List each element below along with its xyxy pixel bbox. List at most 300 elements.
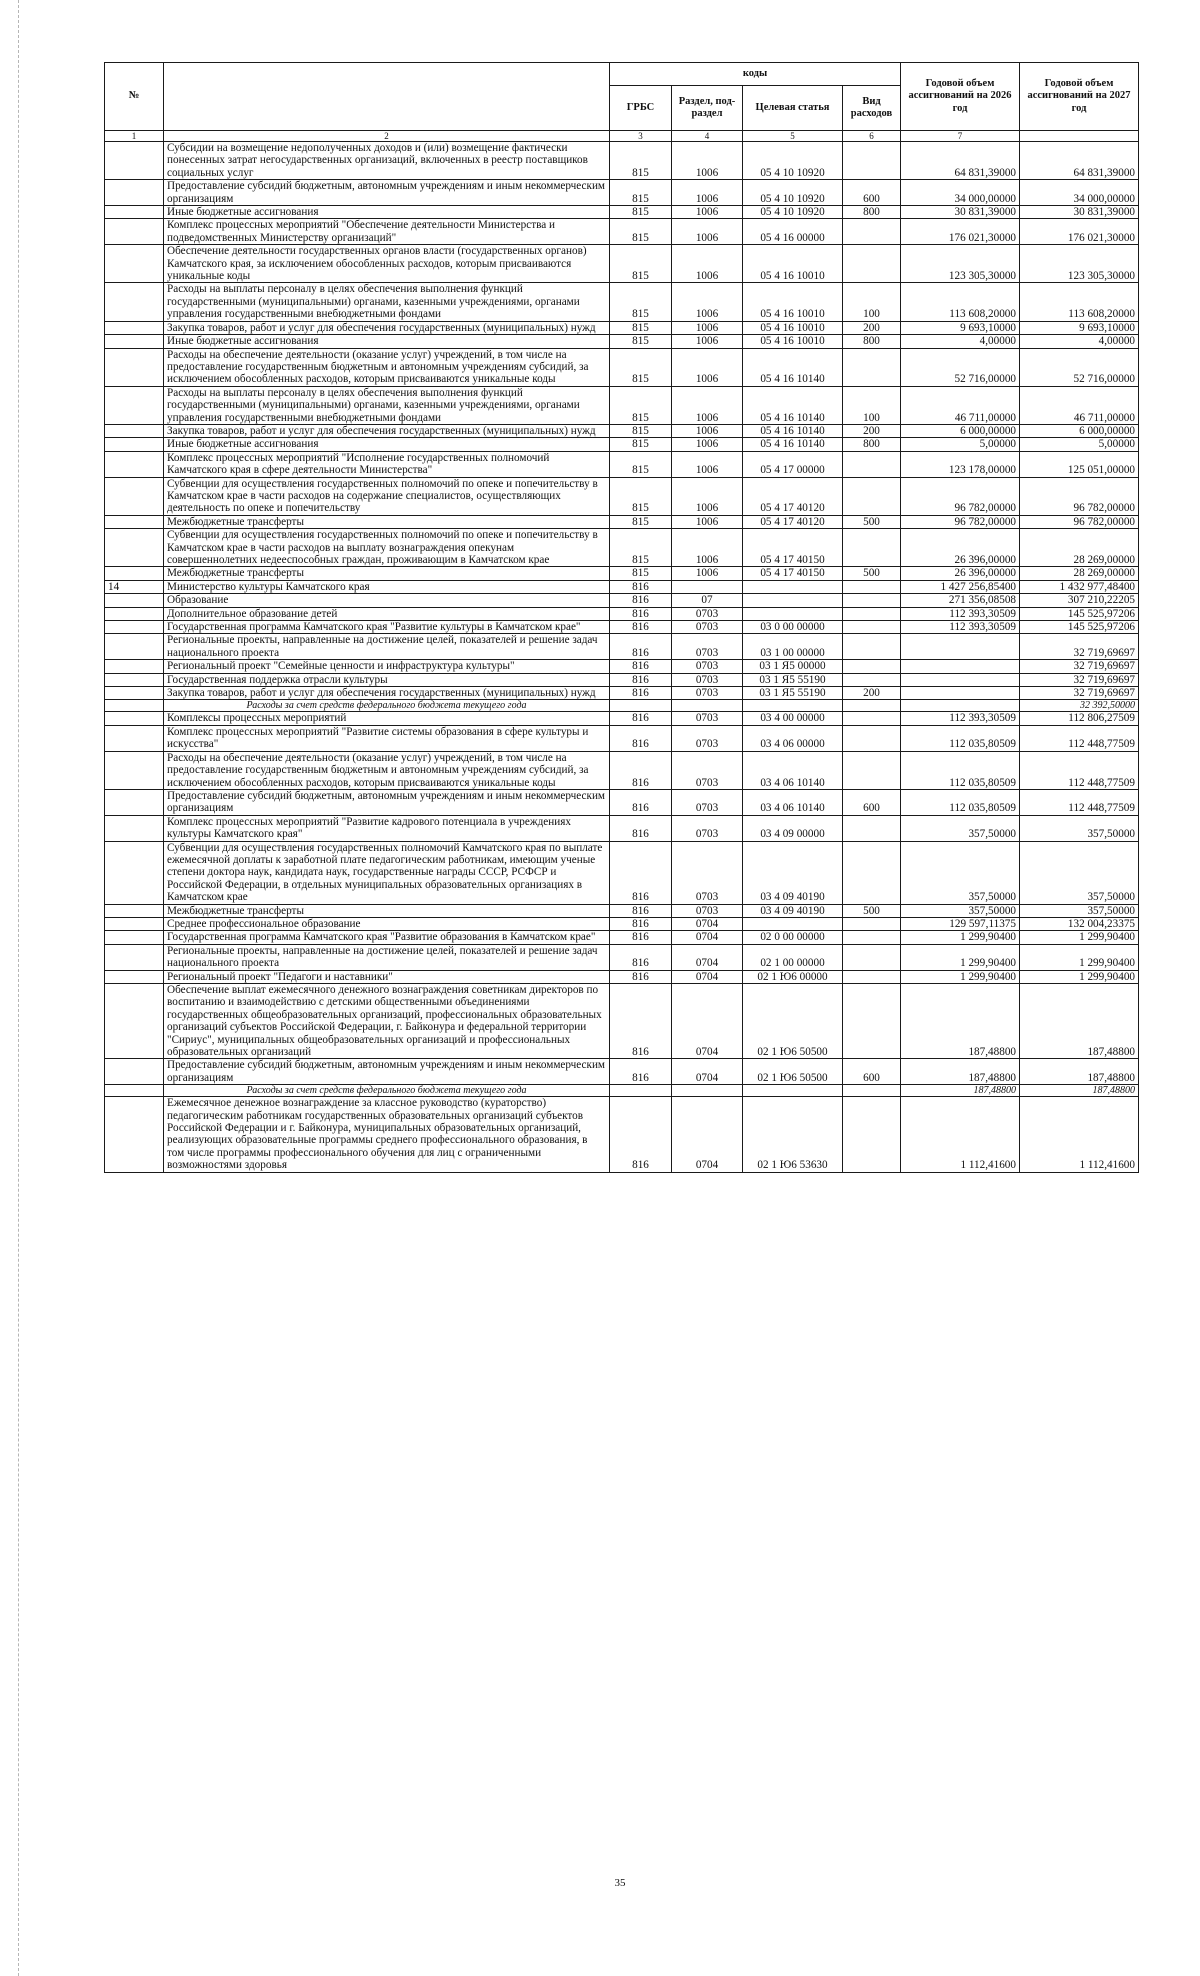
row-target-article: 05 4 16 10010 xyxy=(743,335,843,348)
row-amount-2027: 32 719,69697 xyxy=(1020,673,1139,686)
row-amount-2026: 1 299,90400 xyxy=(901,970,1020,983)
column-number: 2 xyxy=(164,131,610,142)
table-row xyxy=(105,970,1139,983)
table-row xyxy=(105,142,1139,180)
row-target-article: 03 4 06 10140 xyxy=(743,789,843,815)
row-target-article: 03 4 00 00000 xyxy=(743,712,843,725)
table-row xyxy=(105,580,1139,593)
row-target-article: 03 1 00 00000 xyxy=(743,634,843,660)
row-grbs: 816 xyxy=(610,634,672,660)
column-number xyxy=(1020,131,1139,142)
row-number xyxy=(105,904,164,917)
row-grbs: 816 xyxy=(610,607,672,620)
row-grbs: 815 xyxy=(610,321,672,334)
row-grbs: 816 xyxy=(610,815,672,841)
row-target-article: 05 4 16 10010 xyxy=(743,283,843,321)
row-target-article xyxy=(743,580,843,593)
row-expense-type xyxy=(843,245,901,283)
row-razdel: 0703 xyxy=(672,634,743,660)
row-expense-type: 600 xyxy=(843,1059,901,1085)
row-amount-2026: 26 396,00000 xyxy=(901,529,1020,567)
row-amount-2027: 1 112,41600 xyxy=(1020,1097,1139,1172)
row-amount-2026: 1 112,41600 xyxy=(901,1097,1020,1172)
row-name: Комплекс процессных мероприятий "Исполнение государственных полномочий Камчатского края в сфере деятельности Министерства" xyxy=(164,451,610,477)
row-amount-2027: 123 305,30000 xyxy=(1020,245,1139,283)
row-amount-2026: 1 299,90400 xyxy=(901,931,1020,944)
table-header xyxy=(105,63,1139,142)
row-number xyxy=(105,180,164,206)
row-name: Комплекс процессных мероприятий "Развитие системы образования в сфере культуры и искусства" xyxy=(164,725,610,751)
row-razdel: 1006 xyxy=(672,529,743,567)
row-razdel xyxy=(672,580,743,593)
row-grbs: 815 xyxy=(610,515,672,528)
row-amount-2027: 28 269,00000 xyxy=(1020,567,1139,580)
row-razdel: 1006 xyxy=(672,142,743,180)
row-razdel: 1006 xyxy=(672,567,743,580)
row-razdel: 0703 xyxy=(672,673,743,686)
row-amount-2027: 357,50000 xyxy=(1020,841,1139,904)
row-target-article: 05 4 16 00000 xyxy=(743,219,843,245)
row-target-article: 05 4 17 40120 xyxy=(743,515,843,528)
row-number xyxy=(105,1085,164,1097)
table-row xyxy=(105,529,1139,567)
row-amount-2027: 32 719,69697 xyxy=(1020,660,1139,673)
row-number xyxy=(105,335,164,348)
row-amount-2026: 64 831,39000 xyxy=(901,142,1020,180)
row-grbs: 816 xyxy=(610,580,672,593)
row-amount-2027: 1 299,90400 xyxy=(1020,931,1139,944)
row-razdel: 0704 xyxy=(672,1097,743,1172)
row-razdel xyxy=(672,700,743,712)
row-grbs: 816 xyxy=(610,1059,672,1085)
row-amount-2026: 1 427 256,85400 xyxy=(901,580,1020,593)
row-expense-type xyxy=(843,451,901,477)
row-amount-2027: 96 782,00000 xyxy=(1020,515,1139,528)
table-row xyxy=(105,1059,1139,1085)
row-razdel xyxy=(672,1085,743,1097)
row-grbs: 816 xyxy=(610,984,672,1059)
row-target-article: 02 1 Ю6 53630 xyxy=(743,1097,843,1172)
row-amount-2027: 145 525,97206 xyxy=(1020,607,1139,620)
note-row xyxy=(105,700,1139,712)
row-razdel: 0703 xyxy=(672,815,743,841)
row-expense-type xyxy=(843,607,901,620)
scan-edge-line xyxy=(18,0,20,1976)
row-razdel: 0703 xyxy=(672,660,743,673)
budget-table xyxy=(104,62,1139,1173)
row-target-article: 05 4 16 10010 xyxy=(743,321,843,334)
row-number xyxy=(105,348,164,386)
row-amount-2026: 129 597,11375 xyxy=(901,917,1020,930)
row-grbs: 815 xyxy=(610,567,672,580)
row-name: Обеспечение деятельности государственных органов власти (государственных органов) Камчатского края, за исключением обособленных расходов, которым присваиваются уникальные коды xyxy=(164,245,610,283)
row-grbs: 816 xyxy=(610,970,672,983)
row-name: Предоставление субсидий бюджетным, автономным учреждениям и иным некоммерческим организациям xyxy=(164,1059,610,1085)
row-amount-2026: 123 178,00000 xyxy=(901,451,1020,477)
row-razdel: 1006 xyxy=(672,348,743,386)
row-number xyxy=(105,700,164,712)
row-amount-2027: 34 000,00000 xyxy=(1020,180,1139,206)
row-grbs xyxy=(610,1085,672,1097)
row-expense-type xyxy=(843,751,901,789)
row-name: Государственная программа Камчатского края "Развитие культуры в Камчатском крае" xyxy=(164,621,610,634)
row-name: Иные бюджетные ассигнования xyxy=(164,438,610,451)
row-grbs: 815 xyxy=(610,424,672,437)
row-amount-2026: 112 393,30509 xyxy=(901,621,1020,634)
table-row xyxy=(105,984,1139,1059)
row-number xyxy=(105,594,164,607)
row-amount-2027: 132 004,23375 xyxy=(1020,917,1139,930)
row-expense-type: 200 xyxy=(843,321,901,334)
row-amount-2027: 187,48800 xyxy=(1020,1059,1139,1085)
row-razdel: 0703 xyxy=(672,712,743,725)
header-grbs: ГРБС xyxy=(610,86,672,131)
row-expense-type xyxy=(843,580,901,593)
row-target-article: 05 4 10 10920 xyxy=(743,142,843,180)
row-expense-type xyxy=(843,815,901,841)
row-amount-2026: 5,00000 xyxy=(901,438,1020,451)
row-target-article: 05 4 17 40120 xyxy=(743,477,843,515)
row-number xyxy=(105,515,164,528)
table-row xyxy=(105,904,1139,917)
row-name: Иные бюджетные ассигнования xyxy=(164,335,610,348)
row-amount-2027: 187,48800 xyxy=(1020,984,1139,1059)
table-row xyxy=(105,335,1139,348)
row-expense-type xyxy=(843,984,901,1059)
row-amount-2026: 9 693,10000 xyxy=(901,321,1020,334)
row-amount-2027: 30 831,39000 xyxy=(1020,206,1139,219)
row-amount-2026: 1 299,90400 xyxy=(901,944,1020,970)
header-codes: коды xyxy=(610,63,901,86)
row-number xyxy=(105,283,164,321)
row-amount-2027: 113 608,20000 xyxy=(1020,283,1139,321)
row-amount-2026: 112 035,80509 xyxy=(901,751,1020,789)
row-amount-2026: 96 782,00000 xyxy=(901,477,1020,515)
table-row xyxy=(105,944,1139,970)
row-razdel: 0704 xyxy=(672,1059,743,1085)
row-number xyxy=(105,477,164,515)
row-number: 14 xyxy=(105,580,164,593)
row-expense-type: 100 xyxy=(843,283,901,321)
row-expense-type xyxy=(843,712,901,725)
table-row xyxy=(105,725,1139,751)
note-row xyxy=(105,1085,1139,1097)
row-number xyxy=(105,142,164,180)
table-row xyxy=(105,206,1139,219)
row-expense-type: 600 xyxy=(843,789,901,815)
row-razdel: 1006 xyxy=(672,477,743,515)
table-row xyxy=(105,245,1139,283)
row-name: Закупка товаров, работ и услуг для обеспечения государственных (муниципальных) нужд xyxy=(164,424,610,437)
row-razdel: 1006 xyxy=(672,180,743,206)
row-number xyxy=(105,607,164,620)
table-row xyxy=(105,283,1139,321)
row-target-article: 03 4 09 40190 xyxy=(743,904,843,917)
row-number xyxy=(105,944,164,970)
row-number xyxy=(105,970,164,983)
row-amount-2027: 357,50000 xyxy=(1020,904,1139,917)
row-expense-type xyxy=(843,594,901,607)
row-amount-2027: 187,48800 xyxy=(1020,1085,1139,1097)
budget-sheet xyxy=(104,62,1138,1173)
row-expense-type xyxy=(843,917,901,930)
row-razdel: 0704 xyxy=(672,984,743,1059)
row-grbs: 816 xyxy=(610,1097,672,1172)
row-amount-2026: 112 035,80509 xyxy=(901,789,1020,815)
row-expense-type xyxy=(843,621,901,634)
row-target-article: 05 4 17 00000 xyxy=(743,451,843,477)
row-expense-type xyxy=(843,700,901,712)
row-expense-type xyxy=(843,660,901,673)
row-expense-type xyxy=(843,673,901,686)
row-amount-2026: 112 035,80509 xyxy=(901,725,1020,751)
row-number xyxy=(105,687,164,700)
row-target-article: 05 4 10 10920 xyxy=(743,180,843,206)
row-name: Региональный проект "Семейные ценности и инфраструктура культуры" xyxy=(164,660,610,673)
column-number: 3 xyxy=(610,131,672,142)
column-number: 5 xyxy=(743,131,843,142)
row-number xyxy=(105,634,164,660)
row-target-article xyxy=(743,594,843,607)
row-amount-2027: 28 269,00000 xyxy=(1020,529,1139,567)
row-grbs: 816 xyxy=(610,687,672,700)
row-amount-2027: 46 711,00000 xyxy=(1020,386,1139,424)
row-target-article xyxy=(743,607,843,620)
row-number xyxy=(105,567,164,580)
row-grbs: 815 xyxy=(610,245,672,283)
row-amount-2026: 34 000,00000 xyxy=(901,180,1020,206)
row-target-article: 03 0 00 00000 xyxy=(743,621,843,634)
row-amount-2027: 1 432 977,48400 xyxy=(1020,580,1139,593)
row-grbs: 816 xyxy=(610,712,672,725)
table-row xyxy=(105,219,1139,245)
row-number xyxy=(105,660,164,673)
row-number xyxy=(105,917,164,930)
table-row xyxy=(105,1097,1139,1172)
row-target-article: 05 4 16 10140 xyxy=(743,438,843,451)
row-expense-type xyxy=(843,944,901,970)
row-name: Образование xyxy=(164,594,610,607)
row-target-article: 02 1 Ю6 50500 xyxy=(743,1059,843,1085)
row-number xyxy=(105,712,164,725)
row-grbs: 815 xyxy=(610,348,672,386)
row-grbs: 816 xyxy=(610,789,672,815)
row-name: Межбюджетные трансферты xyxy=(164,567,610,580)
row-target-article: 03 4 09 40190 xyxy=(743,841,843,904)
row-amount-2026: 30 831,39000 xyxy=(901,206,1020,219)
row-amount-2027: 112 448,77509 xyxy=(1020,789,1139,815)
row-amount-2026: 187,48800 xyxy=(901,1059,1020,1085)
row-razdel: 0703 xyxy=(672,607,743,620)
row-number xyxy=(105,789,164,815)
row-expense-type xyxy=(843,142,901,180)
table-row xyxy=(105,634,1139,660)
row-name: Комплексы процессных мероприятий xyxy=(164,712,610,725)
row-razdel: 0703 xyxy=(672,751,743,789)
row-number xyxy=(105,424,164,437)
row-amount-2026 xyxy=(901,660,1020,673)
row-number xyxy=(105,321,164,334)
row-name: Региональный проект "Педагоги и наставники" xyxy=(164,970,610,983)
row-number xyxy=(105,841,164,904)
row-number xyxy=(105,984,164,1059)
row-razdel: 0703 xyxy=(672,841,743,904)
table-row xyxy=(105,424,1139,437)
row-amount-2027: 307 210,22205 xyxy=(1020,594,1139,607)
row-amount-2027: 6 000,00000 xyxy=(1020,424,1139,437)
row-amount-2027: 32 719,69697 xyxy=(1020,634,1139,660)
row-amount-2026 xyxy=(901,700,1020,712)
row-target-article: 05 4 16 10140 xyxy=(743,386,843,424)
row-expense-type: 800 xyxy=(843,206,901,219)
row-grbs: 816 xyxy=(610,841,672,904)
row-number xyxy=(105,386,164,424)
row-number xyxy=(105,529,164,567)
table-row xyxy=(105,321,1139,334)
row-amount-2027: 176 021,30000 xyxy=(1020,219,1139,245)
row-target-article: 05 4 17 40150 xyxy=(743,529,843,567)
row-name: Государственная поддержка отрасли культуры xyxy=(164,673,610,686)
row-razdel: 07 xyxy=(672,594,743,607)
row-grbs: 816 xyxy=(610,751,672,789)
row-amount-2027: 52 716,00000 xyxy=(1020,348,1139,386)
row-expense-type xyxy=(843,970,901,983)
row-number xyxy=(105,206,164,219)
table-row xyxy=(105,660,1139,673)
row-razdel: 0704 xyxy=(672,944,743,970)
column-number: 6 xyxy=(843,131,901,142)
row-razdel: 0703 xyxy=(672,621,743,634)
row-name: Расходы на выплаты персоналу в целях обеспечения выполнения функций государственными (муниципальными) органами, казенными учреждениями, органами управления государственными внебюджетными фондами xyxy=(164,386,610,424)
row-expense-type xyxy=(843,348,901,386)
table-body xyxy=(105,142,1139,1173)
column-number-row xyxy=(105,131,1139,142)
row-amount-2027: 112 448,77509 xyxy=(1020,725,1139,751)
row-grbs: 816 xyxy=(610,725,672,751)
row-expense-type: 800 xyxy=(843,335,901,348)
row-target-article xyxy=(743,700,843,712)
row-amount-2027: 112 806,27509 xyxy=(1020,712,1139,725)
row-amount-2026: 113 608,20000 xyxy=(901,283,1020,321)
row-amount-2026: 112 393,30509 xyxy=(901,712,1020,725)
row-razdel: 1006 xyxy=(672,321,743,334)
table-row xyxy=(105,477,1139,515)
row-target-article: 05 4 16 10140 xyxy=(743,348,843,386)
row-name: Расходы на выплаты персоналу в целях обеспечения выполнения функций государственными (муниципальными) органами, казенными учреждениями, органами управления государственными внебюджетными фондами xyxy=(164,283,610,321)
row-name: Региональные проекты, направленные на достижение целей, показателей и решение задач национального проекта xyxy=(164,944,610,970)
table-row xyxy=(105,789,1139,815)
row-target-article: 03 4 06 00000 xyxy=(743,725,843,751)
row-name: Иные бюджетные ассигнования xyxy=(164,206,610,219)
row-grbs: 815 xyxy=(610,180,672,206)
table-row xyxy=(105,751,1139,789)
header-razdel: Раздел, под-раздел xyxy=(672,86,743,131)
row-amount-2027: 112 448,77509 xyxy=(1020,751,1139,789)
row-razdel: 1006 xyxy=(672,438,743,451)
row-number xyxy=(105,245,164,283)
table-row xyxy=(105,607,1139,620)
row-target-article: 05 4 10 10920 xyxy=(743,206,843,219)
row-amount-2027: 5,00000 xyxy=(1020,438,1139,451)
row-amount-2026 xyxy=(901,687,1020,700)
row-name: Комплекс процессных мероприятий "Обеспечение деятельности Министерства и подведомственных Министерству организаций" xyxy=(164,219,610,245)
row-amount-2026: 26 396,00000 xyxy=(901,567,1020,580)
row-target-article: 03 1 Я5 00000 xyxy=(743,660,843,673)
row-grbs: 815 xyxy=(610,219,672,245)
row-target-article: 02 1 Ю6 50500 xyxy=(743,984,843,1059)
row-number xyxy=(105,1059,164,1085)
row-grbs: 815 xyxy=(610,438,672,451)
row-grbs: 815 xyxy=(610,477,672,515)
header-2027: Годовой объем ассигнований на 2027 год xyxy=(1020,63,1139,131)
row-grbs: 816 xyxy=(610,660,672,673)
row-name: Субвенции для осуществления государственных полномочий Камчатского края по выплате ежемесячной доплаты к заработной плате педагогическим работникам, имеющим ученые степени доктора наук, кандидата наук, государственные награды СССР, РСФСР и Российской Федерации, в отдельных муниципальных образовательных организациях в Камчатском крае xyxy=(164,841,610,904)
row-amount-2026: 4,00000 xyxy=(901,335,1020,348)
row-name: Субсидии на возмещение недополученных доходов и (или) возмещение фактически понесенных затрат негосударственных организаций, включенных в реестр поставщиков социальных услуг xyxy=(164,142,610,180)
row-expense-type: 500 xyxy=(843,904,901,917)
row-name: Предоставление субсидий бюджетным, автономным учреждениям и иным некоммерческим организациям xyxy=(164,789,610,815)
row-amount-2027: 32 392,50000 xyxy=(1020,700,1139,712)
table-row xyxy=(105,386,1139,424)
row-expense-type xyxy=(843,477,901,515)
row-amount-2026: 112 393,30509 xyxy=(901,607,1020,620)
header-name xyxy=(164,63,610,131)
row-amount-2027: 9 693,10000 xyxy=(1020,321,1139,334)
row-target-article: 05 4 16 10140 xyxy=(743,424,843,437)
row-expense-type: 200 xyxy=(843,424,901,437)
row-razdel: 0704 xyxy=(672,931,743,944)
row-number xyxy=(105,1097,164,1172)
row-amount-2027: 125 051,00000 xyxy=(1020,451,1139,477)
row-grbs: 815 xyxy=(610,335,672,348)
row-number xyxy=(105,438,164,451)
row-grbs: 815 xyxy=(610,283,672,321)
row-razdel: 0704 xyxy=(672,917,743,930)
row-razdel: 1006 xyxy=(672,283,743,321)
header-2026: Годовой объем ассигнований на 2026 год xyxy=(901,63,1020,131)
row-target-article: 02 1 00 00000 xyxy=(743,944,843,970)
row-number xyxy=(105,673,164,686)
row-name: Субвенции для осуществления государственных полномочий по опеке и попечительству в Камчатском крае в части расходов на выплату вознаграждения опекунам совершеннолетних недееспособных граждан, проживающим в Камчатском крае xyxy=(164,529,610,567)
row-amount-2026: 357,50000 xyxy=(901,904,1020,917)
row-amount-2027: 1 299,90400 xyxy=(1020,970,1139,983)
row-expense-type: 200 xyxy=(843,687,901,700)
row-grbs: 815 xyxy=(610,451,672,477)
row-grbs: 816 xyxy=(610,594,672,607)
row-expense-type xyxy=(843,725,901,751)
row-razdel: 1006 xyxy=(672,386,743,424)
row-expense-type xyxy=(843,219,901,245)
row-razdel: 1006 xyxy=(672,245,743,283)
row-razdel: 1006 xyxy=(672,451,743,477)
row-amount-2026: 176 021,30000 xyxy=(901,219,1020,245)
row-razdel: 1006 xyxy=(672,219,743,245)
row-amount-2027: 96 782,00000 xyxy=(1020,477,1139,515)
row-grbs: 816 xyxy=(610,931,672,944)
row-name: Расходы за счет средств федерального бюджета текущего года xyxy=(164,700,610,712)
row-name: Расходы на обеспечение деятельности (оказание услуг) учреждений, в том числе на предоставление государственным бюджетным и автономным учреждениям субсидий, за исключением обособленных расходов, которым присваиваются уникальные коды xyxy=(164,348,610,386)
table-row xyxy=(105,687,1139,700)
row-amount-2027: 145 525,97206 xyxy=(1020,621,1139,634)
header-expense-type: Вид расходов xyxy=(843,86,901,131)
row-grbs xyxy=(610,700,672,712)
row-target-article: 03 4 09 00000 xyxy=(743,815,843,841)
table-row xyxy=(105,567,1139,580)
row-name: Субвенции для осуществления государственных полномочий по опеке и попечительству в Камчатском крае в части расходов на содержание специалистов, осуществляющих деятельность по опеке и попечительству xyxy=(164,477,610,515)
table-row xyxy=(105,451,1139,477)
column-number: 4 xyxy=(672,131,743,142)
row-grbs: 816 xyxy=(610,621,672,634)
